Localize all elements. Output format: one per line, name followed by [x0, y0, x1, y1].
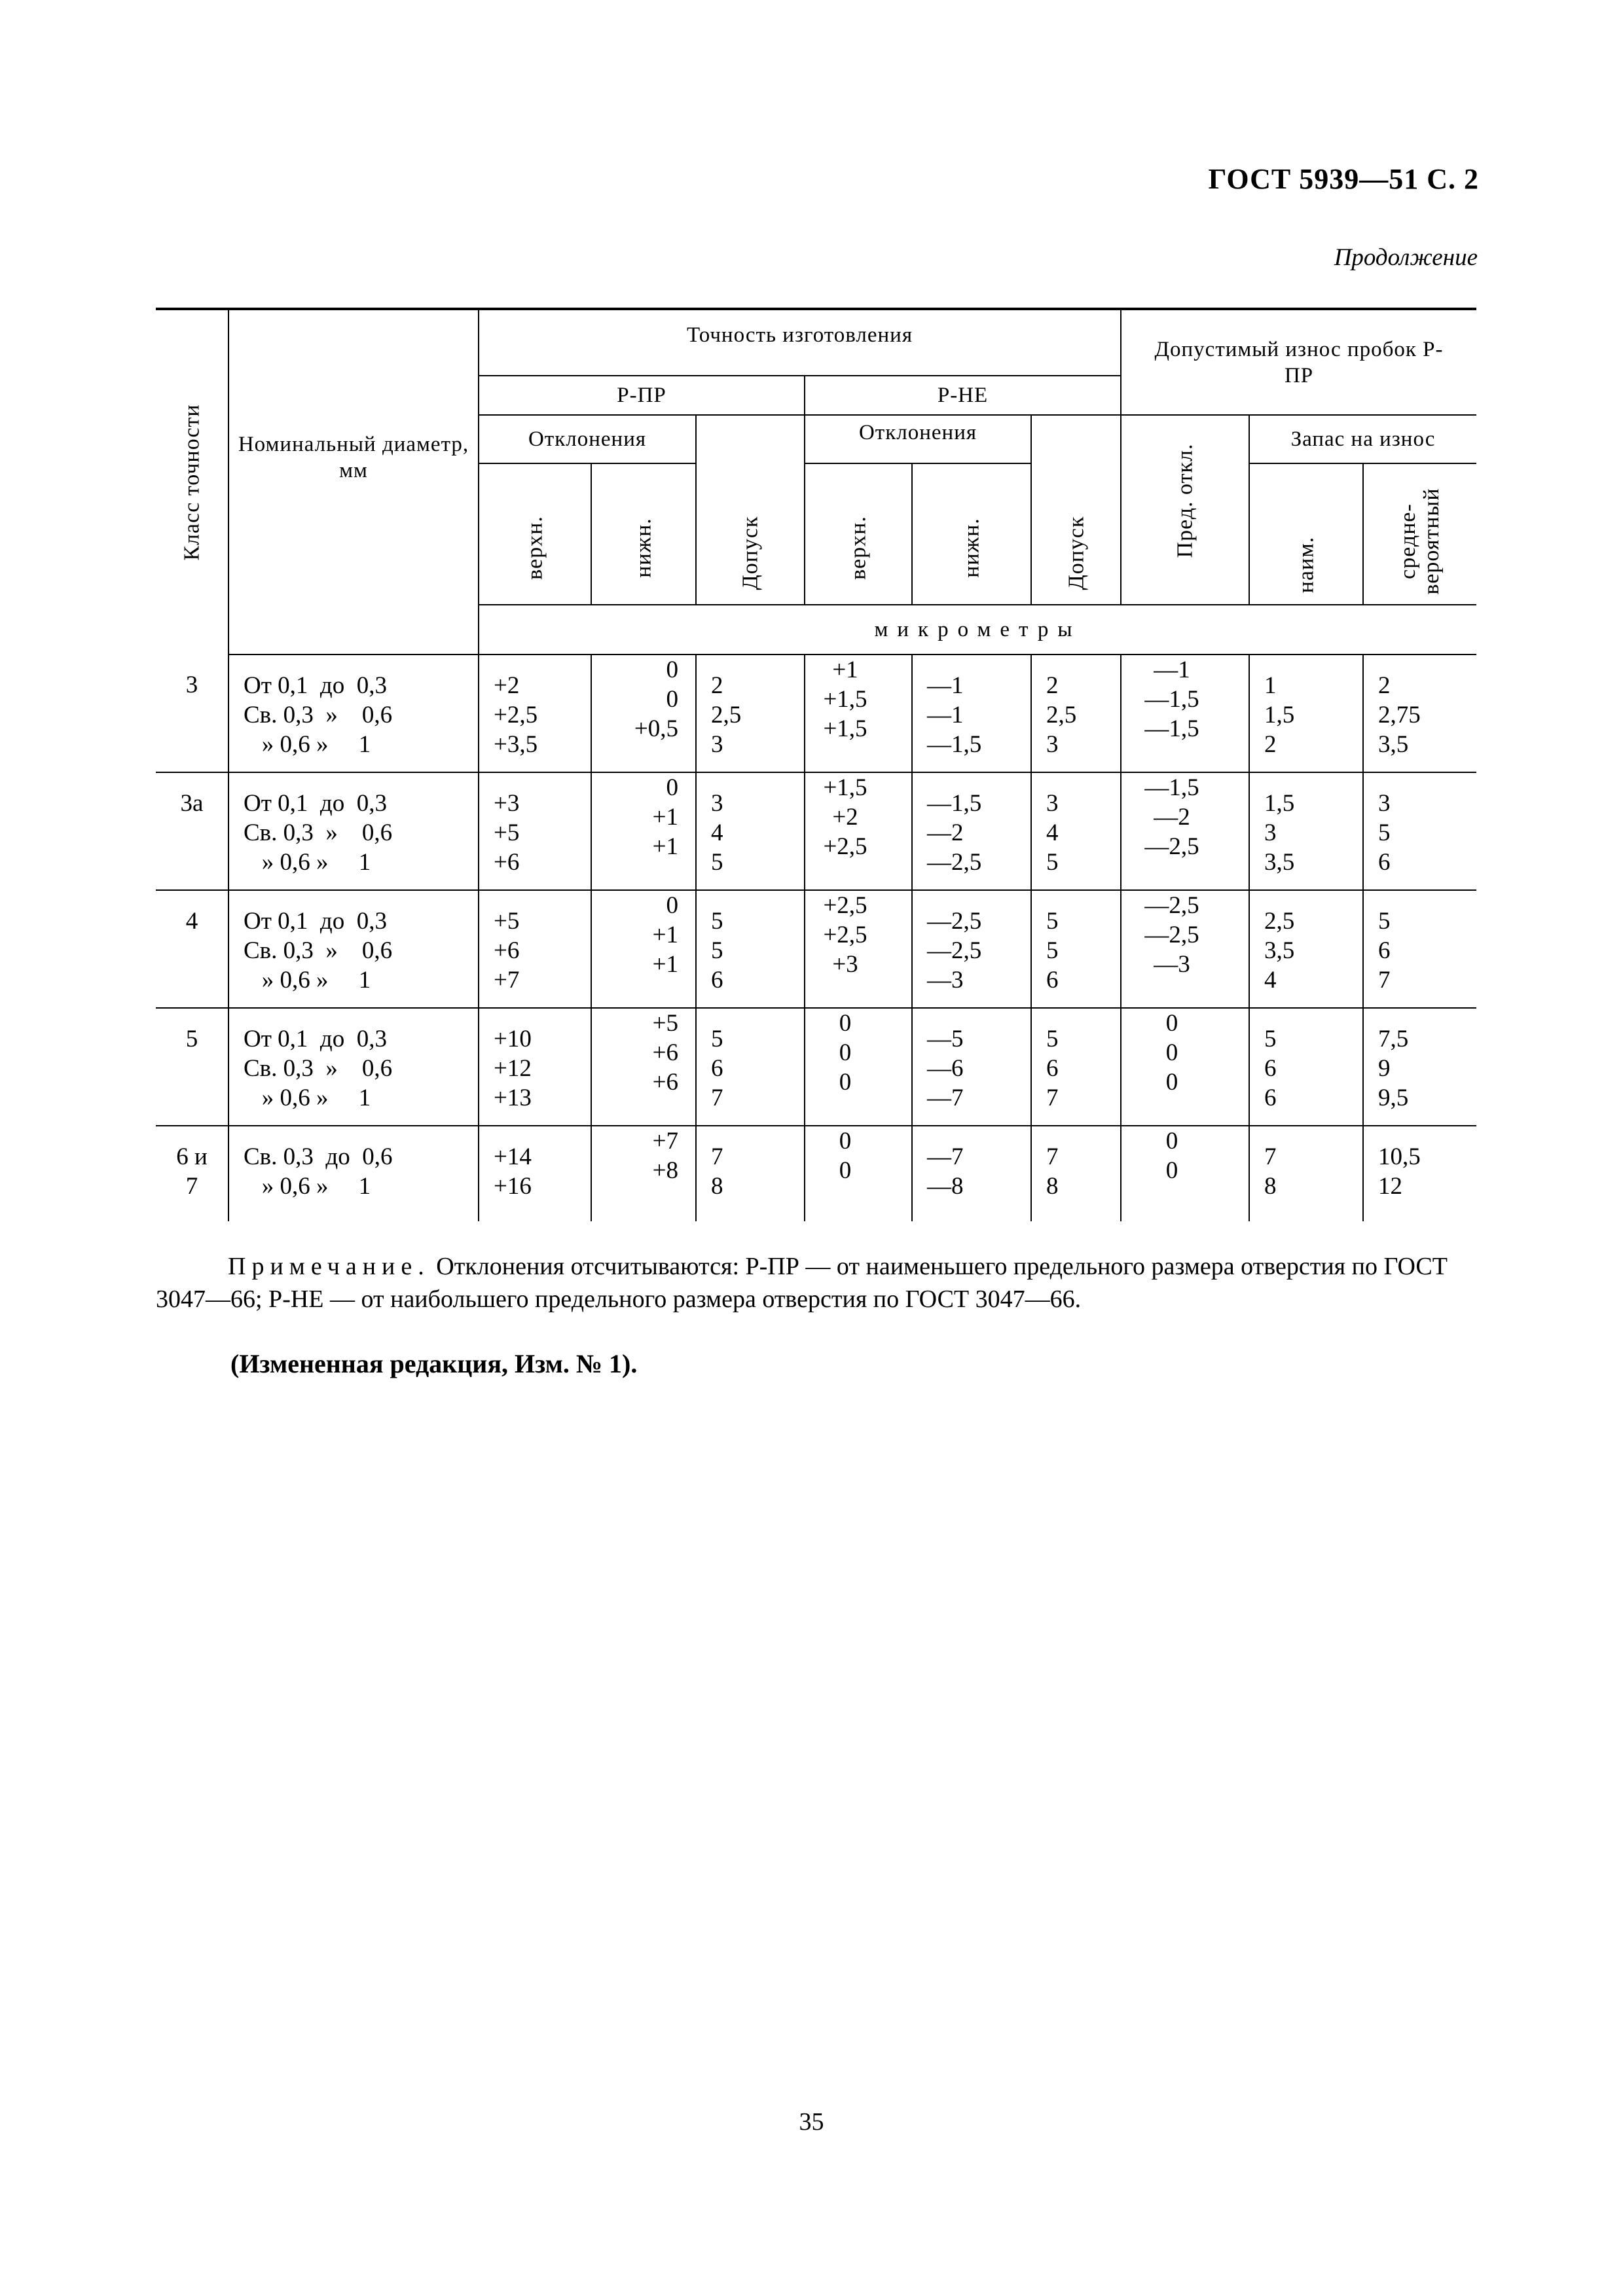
cell-line: 6 [711, 967, 723, 994]
pr-lower-cell [591, 1008, 696, 1126]
r-ne-header: Р-НЕ [805, 376, 1121, 415]
ne-lower-label: нижн. [959, 518, 984, 579]
wear-header: Допустимый износ пробок Р-ПР [1121, 309, 1476, 415]
cell-line: 5 [711, 908, 723, 935]
cell-line: 8 [1264, 1173, 1277, 1200]
cell-line: 7 [1046, 1085, 1059, 1111]
cell-line: » 0,6 » 1 [244, 731, 371, 758]
wear-min-cell [1249, 1008, 1363, 1126]
pr-upper-label: верхн. [522, 516, 547, 581]
cell-line: —7 [927, 1085, 964, 1111]
wear-prob-cell [1363, 1126, 1476, 1221]
diam-cell [228, 890, 479, 1008]
cell-line: 3 [711, 790, 723, 817]
note-text: Отклонения отсчитываются: Р-ПР — от наименьшего предельного размера отверстия по ГОСТ 3047—66; Р-НЕ — от наибольшего предельного размера отверстия по ГОСТ 3047—66. [156, 1253, 1448, 1313]
cell-line: +2,5 [823, 833, 867, 860]
cell-line: +3 [832, 951, 858, 978]
ne-upper-cell [805, 655, 912, 772]
cell-line: 8 [1046, 1173, 1059, 1200]
cell-line: +1 [652, 804, 678, 831]
ne-lower-cell [912, 655, 1031, 772]
wear-dev-cell [1121, 772, 1249, 890]
wear-prob-cell [1363, 772, 1476, 890]
cell-line: —1,5 [1144, 686, 1199, 713]
table-body [156, 655, 1476, 1221]
cell-line: 5 [1378, 908, 1391, 935]
cell-line: 4 [1046, 819, 1059, 846]
cell-line: Св. 0,3 » 0,6 [244, 702, 393, 728]
wear-dev-cell [1121, 1008, 1249, 1126]
wear-min-cell [1249, 890, 1363, 1008]
cell-line: +7 [652, 1128, 678, 1155]
cell-line: —2,5 [927, 908, 982, 935]
cell-line: +14 [494, 1143, 532, 1170]
cell-line: 1 [1264, 672, 1277, 699]
class-header-label: Класс точности [179, 404, 204, 561]
cell-line: 6 [1264, 1055, 1277, 1082]
cell-line: 0 [666, 656, 678, 683]
wear-min-cell [1249, 655, 1363, 772]
cell-line: —2,5 [927, 849, 982, 876]
min-label: наим. [1294, 536, 1319, 594]
cell-line: +0,5 [634, 715, 678, 742]
cell-line: +12 [494, 1055, 532, 1082]
cell-line: 2,5 [711, 702, 742, 728]
cell-line: » 0,6 » 1 [244, 967, 371, 994]
cell-line: 0 [839, 1039, 852, 1066]
cell-line: +1 [652, 951, 678, 978]
cell-line: 6 [1046, 1055, 1059, 1082]
cell-line: 0 [1165, 1039, 1178, 1066]
cell-line: 2 [711, 672, 723, 699]
cell-line: 5 [1046, 908, 1059, 935]
ne-lower-cell [912, 772, 1031, 890]
ne-upper-cell [805, 1008, 912, 1126]
cell-line: +1 [832, 656, 858, 683]
ne-tol-cell [1031, 1126, 1121, 1221]
limit-dev-label: Пред. откл. [1173, 443, 1197, 558]
wear-prob-cell [1363, 655, 1476, 772]
table-row [156, 1126, 1476, 1221]
cell-line: 12 [1378, 1173, 1403, 1200]
diam-cell [228, 1008, 479, 1126]
cell-line: 0 [839, 1010, 852, 1037]
units-row: микрометры [479, 605, 1476, 655]
cell-line: +6 [494, 937, 520, 964]
ne-lower-cell [912, 1126, 1031, 1221]
cell-line: 6 [1264, 1085, 1277, 1111]
cell-line: От 0,1 до 0,3 [244, 908, 387, 935]
cell-line: +2,5 [494, 702, 538, 728]
pr-upper-cell [479, 1008, 591, 1126]
ne-upper-label: верхн. [846, 516, 871, 581]
wear-dev-cell [1121, 1126, 1249, 1221]
cell-line: 2 [1264, 731, 1277, 758]
pr-deviations-header: Отклонения [479, 415, 696, 463]
cell-line: —1,5 [1144, 715, 1199, 742]
cell-line: Св. 0,3 до 0,6 [244, 1143, 393, 1170]
cell-line: 5 [711, 1026, 723, 1052]
cell-line: 2,5 [1264, 908, 1295, 935]
cell-line: 2 [1046, 672, 1059, 699]
cell-line: +3 [494, 790, 520, 817]
cell-line: 2,5 [1046, 702, 1077, 728]
cell-line: 0 [1165, 1157, 1178, 1184]
cell-line: 0 [666, 774, 678, 801]
cell-line: 0 [1165, 1069, 1178, 1096]
wear-dev-cell [1121, 890, 1249, 1008]
cell-line: —2,5 [927, 937, 982, 964]
class-header [156, 309, 228, 655]
cell-line: +1,5 [823, 774, 867, 801]
cell-line: +1,5 [823, 715, 867, 742]
cell-line: 1,5 [1264, 702, 1295, 728]
ne-upper-cell [805, 772, 912, 890]
pr-lower-cell [591, 1126, 696, 1221]
cell-line: 3 [1046, 731, 1059, 758]
cell-line: 0 [666, 686, 678, 713]
class-cell: 6 и 7 [176, 1143, 208, 1200]
cell-line: —3 [1154, 951, 1190, 978]
cell-line: 2,75 [1378, 702, 1421, 728]
cell-line: +1,5 [823, 686, 867, 713]
cell-line: 3 [1264, 819, 1277, 846]
wear-reserve-header: Запас на износ [1249, 415, 1476, 463]
wear-prob-cell [1363, 1008, 1476, 1126]
ne-tolerance-label: Допуск [1064, 516, 1089, 590]
pr-lower-cell [591, 890, 696, 1008]
ne-tol-cell [1031, 1008, 1121, 1126]
cell-line: —1,5 [927, 790, 982, 817]
cell-line: 6 [1378, 849, 1391, 876]
cell-line: 5 [1378, 819, 1391, 846]
pr-tolerance-header [696, 415, 805, 605]
min-header [1249, 463, 1363, 605]
ne-lower-header [912, 463, 1031, 605]
cell-line: +5 [494, 819, 520, 846]
pr-lower-cell [591, 772, 696, 890]
cell-line: 3,5 [1264, 937, 1295, 964]
cell-line: 7 [1264, 1143, 1277, 1170]
table-row [156, 772, 1476, 890]
cell-line: 5 [1046, 1026, 1059, 1052]
pr-tol-cell [696, 1126, 805, 1221]
wear-prob-cell [1363, 890, 1476, 1008]
cell-line: 5 [1046, 937, 1059, 964]
diameter-header: Номинальный диаметр, мм [228, 309, 479, 605]
cell-line: +1 [652, 922, 678, 948]
ne-upper-cell [805, 1126, 912, 1221]
cell-line: +2 [832, 804, 858, 831]
pr-upper-header [479, 463, 591, 605]
ne-upper-header [805, 463, 912, 605]
cell-line: +7 [494, 967, 520, 994]
cell-line: 7 [1378, 967, 1391, 994]
ne-tol-cell [1031, 772, 1121, 890]
cell-line: —1 [927, 702, 964, 728]
cell-line: +13 [494, 1085, 532, 1111]
cell-line: 5 [711, 937, 723, 964]
probable-label: средне-вероятный [1396, 488, 1444, 595]
cell-line: 2 [1378, 672, 1391, 699]
cell-line: +6 [652, 1039, 678, 1066]
cell-line: 0 [1165, 1010, 1178, 1037]
document-header: ГОСТ 5939—51 С. 2 [1208, 163, 1479, 195]
pr-upper-cell [479, 890, 591, 1008]
table-head [156, 309, 1476, 655]
ne-tol-cell [1031, 655, 1121, 772]
cell-line: 0 [839, 1128, 852, 1155]
ne-deviations-header: Отклонения [805, 415, 1031, 463]
cell-line: 4 [711, 819, 723, 846]
table-row [156, 655, 1476, 772]
cell-line: —7 [927, 1143, 964, 1170]
accuracy-header: Точность изготовления [479, 309, 1121, 376]
cell-line: +8 [652, 1157, 678, 1184]
note-label: Примечание. [228, 1253, 430, 1280]
class-cell: 3 [156, 655, 228, 772]
edit-note: (Измененная редакция, Изм. № 1). [230, 1349, 638, 1378]
wear-min-cell [1249, 1126, 1363, 1221]
cell-line: 6 [711, 1055, 723, 1082]
cell-line: 5 [1264, 1026, 1277, 1052]
cell-line: 8 [711, 1173, 723, 1200]
limit-dev-header [1121, 415, 1249, 605]
ne-lower-cell [912, 1008, 1031, 1126]
cell-line: 3 [711, 731, 723, 758]
cell-line: 3 [1046, 790, 1059, 817]
cell-line: +5 [494, 908, 520, 935]
continuation-label: Продолжение [1334, 244, 1478, 271]
pr-upper-cell [479, 1126, 591, 1221]
probable-header [1363, 463, 1476, 605]
cell-line: 0 [839, 1157, 852, 1184]
cell-line: 0 [666, 892, 678, 919]
cell-line: От 0,1 до 0,3 [244, 672, 387, 699]
pr-lower-label: нижн. [631, 518, 656, 579]
cell-line: Св. 0,3 » 0,6 [244, 937, 393, 964]
cell-line: Св. 0,3 » 0,6 [244, 1055, 393, 1082]
cell-line: +5 [652, 1010, 678, 1037]
pr-tol-cell [696, 890, 805, 1008]
pr-upper-cell [479, 772, 591, 890]
cell-line: » 0,6 » 1 [244, 1085, 371, 1111]
diam-cell [228, 1126, 479, 1221]
ne-tol-cell [1031, 890, 1121, 1008]
cell-line: 7 [711, 1143, 723, 1170]
cell-line: —6 [927, 1055, 964, 1082]
cell-line: +3,5 [494, 731, 538, 758]
class-cell: 3а [156, 772, 228, 890]
cell-line: —2,5 [1144, 833, 1199, 860]
class-cell: 5 [156, 1008, 228, 1126]
cell-line: +2,5 [823, 892, 867, 919]
wear-min-cell [1249, 772, 1363, 890]
cell-line: 5 [1046, 849, 1059, 876]
pr-lower-cell [591, 655, 696, 772]
cell-line: 7,5 [1378, 1026, 1409, 1052]
pr-lower-header [591, 463, 696, 605]
table-note [156, 1250, 1476, 1316]
cell-line: » 0,6 » 1 [244, 1173, 371, 1200]
cell-line: —2 [1154, 804, 1190, 831]
cell-line: —1,5 [927, 731, 982, 758]
cell-line: 9,5 [1378, 1085, 1409, 1111]
cell-line: +6 [652, 1069, 678, 1096]
cell-line: 3,5 [1264, 849, 1295, 876]
cell-line: —1,5 [1144, 774, 1199, 801]
wear-dev-cell [1121, 655, 1249, 772]
r-pr-header: Р-ПР [479, 376, 805, 415]
cell-line: —1 [927, 672, 964, 699]
cell-line: +10 [494, 1026, 532, 1052]
cell-line: —5 [927, 1026, 964, 1052]
cell-line: 4 [1264, 967, 1277, 994]
cell-line: 3,5 [1378, 731, 1409, 758]
ne-upper-cell [805, 890, 912, 1008]
cell-line: 0 [839, 1069, 852, 1096]
cell-line: 7 [1046, 1143, 1059, 1170]
cell-line: +2,5 [823, 922, 867, 948]
page-number: 35 [799, 2108, 824, 2136]
cell-line: » 0,6 » 1 [244, 849, 371, 876]
tolerance-table [156, 308, 1476, 1221]
cell-line: От 0,1 до 0,3 [244, 790, 387, 817]
cell-line: От 0,1 до 0,3 [244, 1026, 387, 1052]
pr-tolerance-label: Допуск [738, 516, 763, 590]
cell-line: +6 [494, 849, 520, 876]
cell-line: 9 [1378, 1055, 1391, 1082]
pr-tol-cell [696, 655, 805, 772]
cell-line: +16 [494, 1173, 532, 1200]
cell-line: 10,5 [1378, 1143, 1421, 1170]
diam-cell [228, 772, 479, 890]
cell-line: —8 [927, 1173, 964, 1200]
pr-tol-cell [696, 772, 805, 890]
cell-line: 0 [1165, 1128, 1178, 1155]
cell-line: 5 [711, 849, 723, 876]
cell-line: 1,5 [1264, 790, 1295, 817]
cell-line: +2 [494, 672, 520, 699]
cell-line: —2 [927, 819, 964, 846]
class-cell: 4 [156, 890, 228, 1008]
cell-line: 6 [1046, 967, 1059, 994]
table-row [156, 1008, 1476, 1126]
cell-line: —2,5 [1144, 922, 1199, 948]
cell-line: Св. 0,3 » 0,6 [244, 819, 393, 846]
cell-line: —3 [927, 967, 964, 994]
pr-upper-cell [479, 655, 591, 772]
cell-line: —2,5 [1144, 892, 1199, 919]
cell-line: 6 [1378, 937, 1391, 964]
cell-line: 3 [1378, 790, 1391, 817]
cell-line: 7 [711, 1085, 723, 1111]
cell-line: +1 [652, 833, 678, 860]
ne-lower-cell [912, 890, 1031, 1008]
table-row [156, 890, 1476, 1008]
diam-cell [228, 655, 479, 772]
ne-tolerance-header [1031, 415, 1121, 605]
pr-tol-cell [696, 1008, 805, 1126]
cell-line: —1 [1154, 656, 1190, 683]
